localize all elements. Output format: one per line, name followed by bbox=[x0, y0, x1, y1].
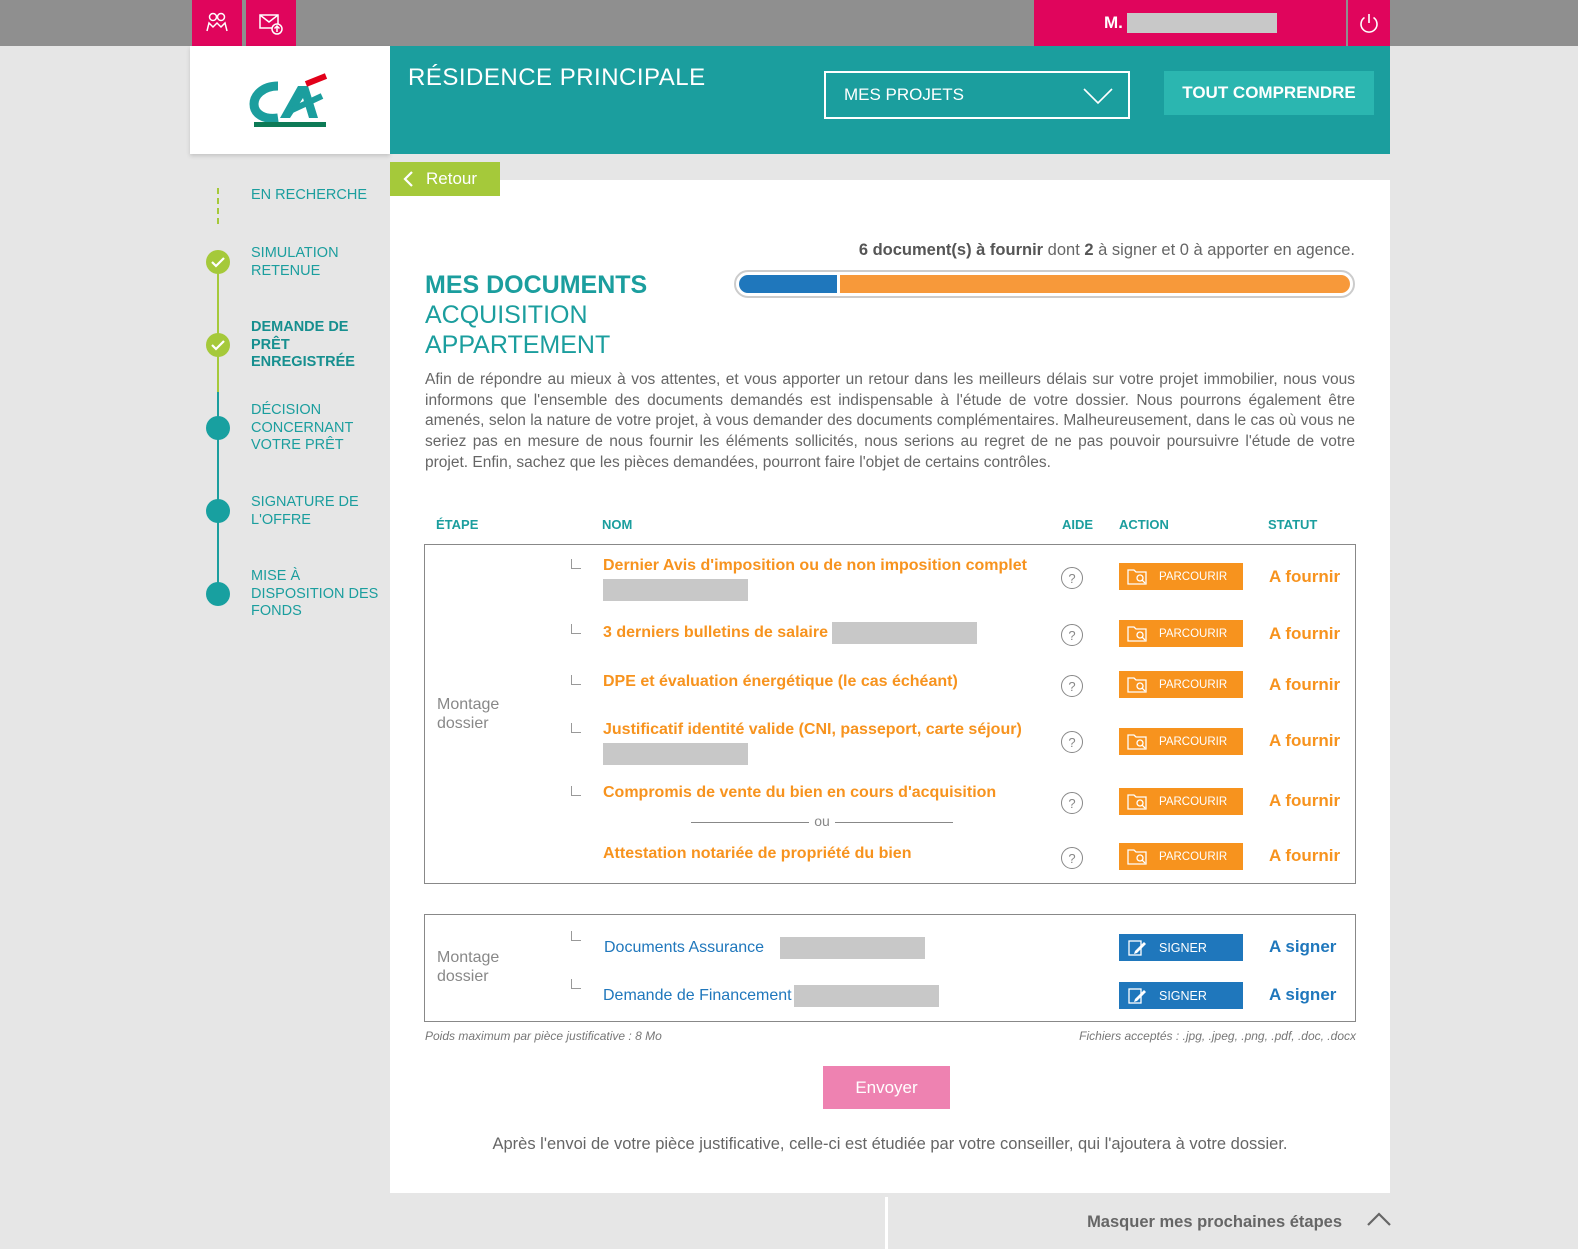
page-title: RÉSIDENCE PRINCIPALE bbox=[408, 64, 706, 91]
browse-button[interactable]: PARCOURIR bbox=[1119, 620, 1243, 647]
step-label: DÉCISION CONCERNANT VOTRE PRÊT bbox=[251, 402, 354, 453]
accepted-files-note: Fichiers acceptés : .jpg, .jpeg, .png, .pdf, .doc, .docx bbox=[1079, 1029, 1356, 1043]
documents-title bbox=[425, 270, 647, 360]
mail-upload-icon[interactable] bbox=[246, 0, 296, 46]
status-badge: A fournir bbox=[1269, 675, 1341, 694]
help-icon[interactable]: ? bbox=[1061, 567, 1083, 589]
step-dot bbox=[206, 499, 230, 523]
documents-progress-bar bbox=[734, 270, 1355, 298]
col-header-action: ACTION bbox=[1119, 517, 1169, 532]
redacted-text bbox=[603, 743, 748, 765]
redacted-user-name bbox=[1127, 13, 1277, 33]
step-dot bbox=[206, 416, 230, 440]
browse-button[interactable]: PARCOURIR bbox=[1119, 788, 1243, 815]
col-header-nom: NOM bbox=[602, 517, 633, 532]
summary-mid: dont bbox=[1043, 241, 1085, 259]
step-dot bbox=[206, 582, 230, 606]
status-badge: A fournir bbox=[1269, 791, 1341, 810]
documents-box-to-provide bbox=[424, 544, 1356, 884]
sign-button[interactable]: SIGNER bbox=[1119, 982, 1243, 1009]
status-badge: A signer bbox=[1269, 937, 1337, 956]
credit-agricole-logo-icon bbox=[248, 72, 332, 128]
help-icon[interactable]: ? bbox=[1061, 792, 1083, 814]
chevron-down-icon bbox=[1082, 87, 1114, 105]
max-weight-note: Poids maximum par pièce justificative : 8 Mo bbox=[425, 1029, 662, 1043]
main-panel bbox=[390, 180, 1390, 1193]
help-icon[interactable]: ? bbox=[1061, 847, 1083, 869]
logo[interactable] bbox=[190, 46, 390, 154]
sign-pen-icon bbox=[1127, 986, 1147, 1005]
hide-next-steps-label: Masquer mes prochaines étapes bbox=[1087, 1213, 1342, 1231]
folder-search-icon bbox=[1127, 847, 1149, 866]
col-header-aide: AIDE bbox=[1062, 517, 1094, 532]
folder-search-icon bbox=[1127, 792, 1149, 811]
tree-corner-icon bbox=[571, 675, 581, 685]
summary-sign-count: 2 bbox=[1084, 241, 1094, 259]
power-icon[interactable] bbox=[1348, 0, 1390, 46]
summary-rest: à signer et 0 à apporter en agence. bbox=[1093, 241, 1355, 259]
documents-title-line2: ACQUISITION bbox=[425, 301, 588, 329]
browse-button[interactable]: PARCOURIR bbox=[1119, 728, 1243, 755]
progress-pending-segment bbox=[840, 275, 1350, 293]
tree-corner-icon bbox=[571, 979, 581, 989]
user-name: M. bbox=[1104, 13, 1123, 32]
hide-next-steps-toggle[interactable] bbox=[891, 1197, 1578, 1249]
folder-search-icon bbox=[1127, 624, 1149, 643]
status-badge: A fournir bbox=[1269, 567, 1341, 586]
check-icon bbox=[206, 250, 230, 274]
status-badge: A fournir bbox=[1269, 624, 1341, 643]
folder-search-icon bbox=[1127, 732, 1149, 751]
document-name: 3 derniers bulletins de salaire bbox=[603, 622, 977, 644]
step-label: SIMULATION RETENUE bbox=[251, 245, 339, 279]
tree-corner-icon bbox=[571, 624, 581, 634]
document-name: Documents Assurance bbox=[604, 937, 925, 959]
redacted-text bbox=[603, 579, 748, 601]
documents-title-line1: MES DOCUMENTS bbox=[425, 271, 648, 299]
send-button[interactable]: Envoyer bbox=[823, 1066, 950, 1109]
chevron-up-icon bbox=[1366, 1211, 1392, 1227]
understand-all-button[interactable]: TOUT COMPRENDRE bbox=[1164, 71, 1374, 115]
document-name: Compromis de vente du bien en cours d'acquisition bbox=[603, 784, 997, 801]
stage-label: Montage dossier bbox=[437, 696, 500, 732]
browse-button[interactable]: PARCOURIR bbox=[1119, 671, 1243, 698]
tree-corner-icon bbox=[571, 559, 581, 569]
sign-pen-icon bbox=[1127, 938, 1147, 957]
status-badge: A fournir bbox=[1269, 731, 1341, 750]
col-header-statut: STATUT bbox=[1268, 517, 1318, 532]
summary-count: 6 document(s) à fournir bbox=[858, 241, 1044, 259]
stage-label: Montage dossier bbox=[437, 949, 500, 985]
tree-corner-icon bbox=[571, 723, 581, 733]
tree-corner-icon bbox=[571, 786, 581, 796]
documents-box-to-sign bbox=[424, 914, 1356, 1022]
projects-dropdown[interactable] bbox=[824, 71, 1130, 119]
back-button[interactable] bbox=[390, 162, 500, 196]
folder-search-icon bbox=[1127, 567, 1149, 586]
after-send-note: Après l'envoi de votre pièce justificative, celle-ci est étudiée par votre conseiller, qui l'ajoutera à votre dossier. bbox=[492, 1135, 1288, 1153]
users-icon[interactable] bbox=[192, 0, 242, 46]
documents-summary bbox=[859, 241, 1355, 260]
help-icon[interactable]: ? bbox=[1061, 675, 1083, 697]
folder-search-icon bbox=[1127, 675, 1149, 694]
back-button-label: Retour bbox=[426, 169, 478, 188]
user-menu[interactable] bbox=[1034, 0, 1346, 46]
or-separator: ou bbox=[691, 813, 953, 831]
check-icon bbox=[206, 333, 230, 357]
document-name: Dernier Avis d'imposition ou de non imposition complet bbox=[603, 557, 1027, 574]
tree-corner-icon bbox=[571, 931, 581, 941]
sign-button[interactable]: SIGNER bbox=[1119, 934, 1243, 961]
help-icon[interactable]: ? bbox=[1061, 731, 1083, 753]
chevron-left-icon bbox=[402, 171, 414, 187]
step-label: MISE À DISPOSITION DES FONDS bbox=[251, 568, 379, 619]
projects-dropdown-label: MES PROJETS bbox=[844, 85, 964, 104]
timeline-done-line bbox=[217, 262, 219, 392]
browse-button[interactable]: PARCOURIR bbox=[1119, 563, 1243, 590]
browse-button[interactable]: PARCOURIR bbox=[1119, 843, 1243, 870]
status-badge: A signer bbox=[1269, 985, 1337, 1004]
help-icon[interactable]: ? bbox=[1061, 624, 1083, 646]
step-label: EN RECHERCHE bbox=[251, 187, 368, 203]
step-label: SIGNATURE DE L'OFFRE bbox=[251, 494, 359, 528]
document-name: Demande de Financement bbox=[603, 985, 939, 1007]
status-badge: A fournir bbox=[1269, 846, 1341, 865]
top-bar bbox=[0, 0, 1578, 46]
document-name: Attestation notariée de propriété du bien bbox=[603, 845, 912, 862]
documents-title-line3: APPARTEMENT bbox=[425, 331, 611, 359]
document-name: Justificatif identité valide (CNI, passeport, carte séjour) bbox=[603, 721, 1022, 738]
document-name: DPE et évaluation énergétique (le cas échéant) bbox=[603, 673, 958, 690]
header bbox=[390, 46, 1390, 154]
intro-text: Afin de répondre au mieux à vos attentes, et vous apporter un retour dans les meilleurs délais sur votre projet immobilier, nous vous informons que l'ensemble des documents demandés est indispensable à l'étude de votre dossier. Nous pourrons également être amenés, selon la nature de votre projet, à vous demander des documents complémentaires. Malheureusement, dans le cas où vous ne seriez pas en mesure de nous fournir les éléments sollicités, nous serions au regret de ne pas pouvoir poursuivre l'étude de votre projet. Enfin, sachez que les pièces demandées, pourront faire l'objet de certains contrôles. bbox=[425, 371, 1355, 471]
progress-signed-segment bbox=[739, 275, 837, 293]
bottom-bar-left bbox=[0, 1197, 888, 1249]
col-header-etape: ÉTAPE bbox=[436, 517, 479, 532]
step-label: DEMANDE DE PRÊT ENREGISTRÉE bbox=[251, 319, 355, 370]
timeline-dashed-line bbox=[217, 188, 219, 224]
